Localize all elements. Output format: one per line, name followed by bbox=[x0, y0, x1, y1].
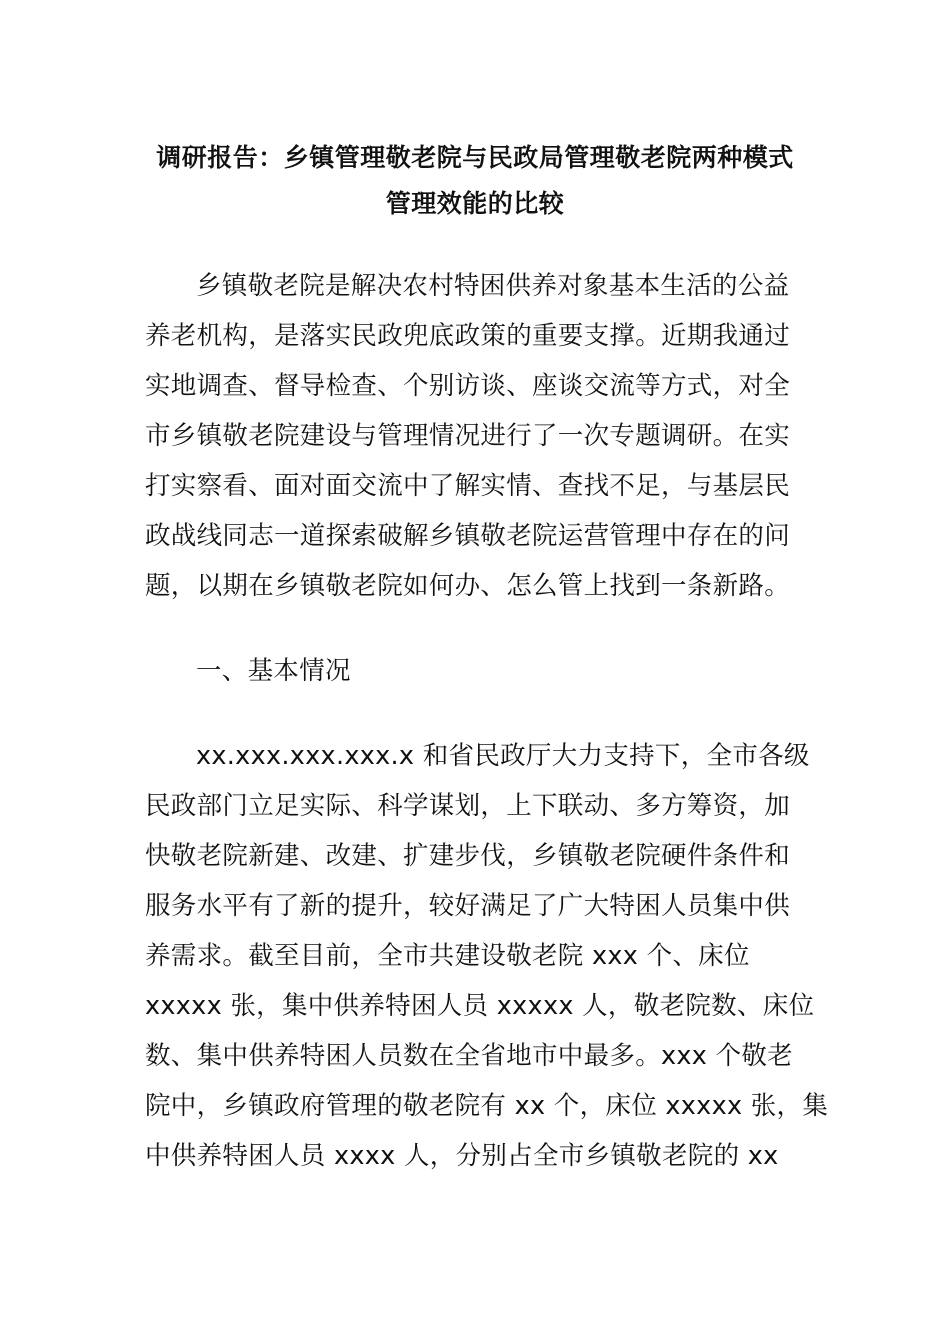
body-paragraph-line: 服务水平有了新的提升，较好满足了广大特困人员集中供 bbox=[145, 891, 791, 921]
intro-paragraph-line: 政战线同志一道探索破解乡镇敬老院运营管理中存在的问 bbox=[145, 521, 791, 551]
intro-paragraph-line: 打实察看、面对面交流中了解实情、查找不足，与基层民 bbox=[145, 471, 791, 501]
body-paragraph-line: 数、集中供养特困人员数在全省地市中最多。xxx 个敬老 bbox=[145, 1041, 793, 1071]
body-paragraph-line: xxxxx 张，集中供养特困人员 xxxxx 人，敬老院数、床位 bbox=[145, 991, 815, 1021]
body-paragraph-line: 民政部门立足实际、科学谋划，上下联动、多方筹资，加 bbox=[145, 791, 791, 821]
intro-paragraph-line: 乡镇敬老院是解决农村特困供养对象基本生活的公益 bbox=[196, 271, 790, 301]
intro-paragraph-line: 实地调查、督导检查、个别访谈、座谈交流等方式，对全 bbox=[145, 371, 791, 401]
body-paragraph-line: 中供养特困人员 xxxx 人，分别占全市乡镇敬老院的 xx bbox=[145, 1141, 779, 1171]
intro-paragraph-line: 养老机构，是落实民政兜底政策的重要支撑。近期我通过 bbox=[145, 321, 791, 351]
document-title-line-1: 调研报告：乡镇管理敬老院与民政局管理敬老院两种模式 bbox=[156, 143, 794, 172]
intro-paragraph-line: 题，以期在乡镇敬老院如何办、怎么管上找到一条新路。 bbox=[145, 571, 791, 601]
intro-paragraph-line: 市乡镇敬老院建设与管理情况进行了一次专题调研。在实 bbox=[145, 421, 791, 451]
body-paragraph-line: xx.xxx.xxx.xxx.x 和省民政厅大力支持下，全市各级 bbox=[196, 741, 810, 771]
document-title-line-2: 管理效能的比较 bbox=[385, 189, 565, 218]
body-paragraph-line: 院中，乡镇政府管理的敬老院有 xx 个，床位 xxxxx 张，集 bbox=[145, 1091, 829, 1121]
body-paragraph-line: 快敬老院新建、改建、扩建步伐，乡镇敬老院硬件条件和 bbox=[145, 841, 791, 871]
section-heading: 一、基本情况 bbox=[196, 656, 351, 686]
body-paragraph-line: 养需求。截至目前，全市共建设敬老院 xxx 个、床位 bbox=[145, 941, 750, 971]
